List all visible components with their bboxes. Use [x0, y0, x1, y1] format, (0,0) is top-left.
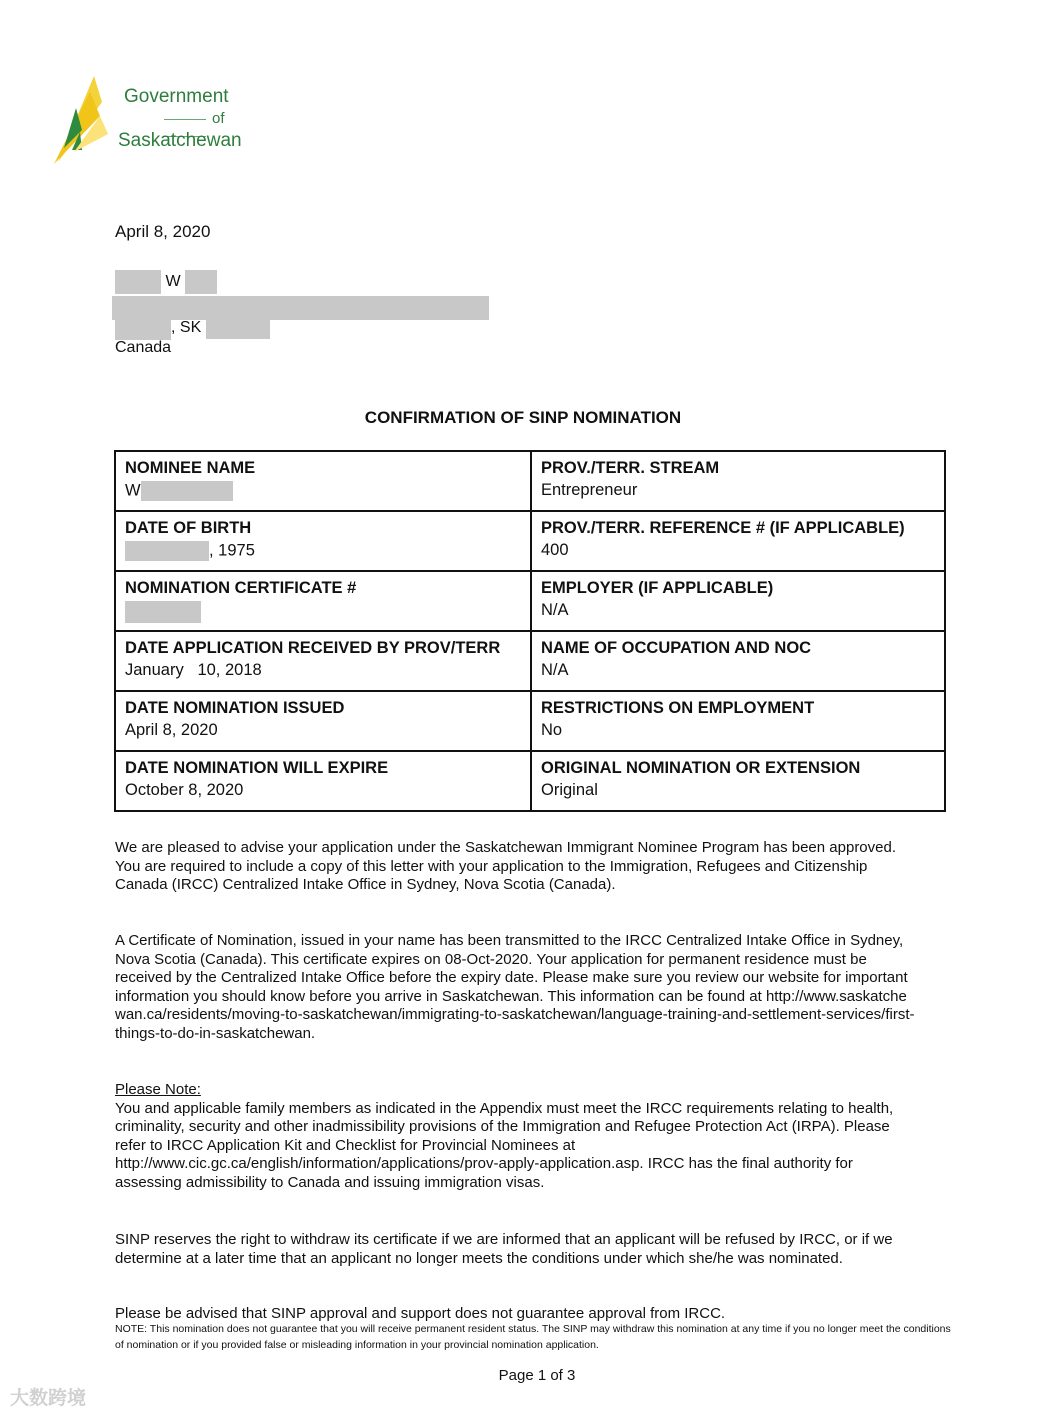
- table-cell: [115, 751, 531, 811]
- field-value: N/A: [541, 601, 569, 619]
- redaction: [185, 270, 217, 294]
- field-label: ORIGINAL NOMINATION OR EXTENSION: [541, 759, 861, 777]
- field-label: RESTRICTIONS ON EMPLOYMENT: [541, 699, 815, 717]
- table-row: [115, 751, 945, 811]
- field-value: No: [541, 721, 563, 739]
- table-row: [115, 571, 945, 631]
- letterhead-line-2: of: [158, 110, 262, 144]
- address-province: , SK: [171, 319, 202, 337]
- website-link[interactable]: http://www.saskatchewan.ca/residents/moving-to-saskatchewan/immigrating-to-saskatchewan/language-training-and-settlement-services/first-things-to-do-in-saskatchewan.: [115, 987, 915, 1042]
- letterhead-line-3: Saskatchewan: [118, 130, 242, 151]
- field-label: PROV./TERR. REFERENCE # (IF APPLICABLE): [541, 519, 905, 537]
- field-value: N/A: [541, 661, 569, 679]
- field-label: NAME OF OCCUPATION AND NOC: [541, 639, 812, 657]
- field-value: W: [125, 481, 522, 501]
- redaction: [125, 601, 201, 623]
- nomination-details-table: [114, 450, 946, 812]
- field-value: April 8, 2020: [125, 721, 218, 739]
- redaction: [125, 541, 209, 561]
- paragraph-text: SINP reserves the right to withdraw its certificate if we are informed that an applicant will be refused by IRCC, or if we determine at a later time that an applicant no longer meets the conditions under which she/he was nominated.: [115, 1231, 893, 1267]
- page-number: Page 1 of 3: [498, 1367, 576, 1384]
- please-note-section: [115, 1081, 915, 1192]
- table-row: [115, 631, 945, 691]
- field-label: EMPLOYER (IF APPLICABLE): [541, 579, 774, 597]
- letterhead-line-1: Government: [124, 86, 229, 107]
- paragraph-text: We are pleased to advise your application under the Saskatchewan Immigrant Nominee Program has been approved. You are required to include a copy of this letter with your application to the Immigration, Refugees and Citizenship Canada (IRCC) Centralized Intake Office in Sydney, Nova Scotia (Canada).: [115, 839, 897, 893]
- redaction: [115, 316, 171, 340]
- table-cell: [115, 571, 531, 631]
- table-cell: [531, 691, 945, 751]
- field-value: October 8, 2020: [125, 781, 244, 799]
- field-value: January 10, 2018: [125, 661, 262, 679]
- field-label: DATE OF BIRTH: [125, 519, 252, 537]
- approval-paragraph: [115, 839, 915, 895]
- document-title: CONFIRMATION OF SINP NOMINATION: [364, 408, 682, 427]
- watermark: 大数跨境: [10, 1388, 87, 1409]
- field-label: PROV./TERR. STREAM: [541, 459, 720, 477]
- note-heading: Please Note:: [115, 1081, 201, 1098]
- table-row: [115, 691, 945, 751]
- table-cell: [531, 571, 945, 631]
- withdraw-paragraph: [115, 1231, 915, 1268]
- field-value: Original: [541, 781, 598, 799]
- field-value: 400: [541, 541, 569, 559]
- field-value: , 1975: [125, 541, 522, 561]
- paragraph-text: A Certificate of Nomination, issued in your name has been transmitted to the IRCC Centralized Intake Office in Sydney, Nova Scotia (Canada). This certificate expires on 08-Oct-2020. Your application for permanent residence must be received by the Centralized Intake Office before the expiry date. Please make sure you review our website for important information you should know before you arrive in Saskatchewan. This information can be found at http://www.saskatchewan.ca/residents/moving-to-saskatchewan/immigrating-to-saskatchewan/language-training-and-settlement-services/first-things-to-do-in-saskatchewan.: [115, 932, 915, 1042]
- field-label: DATE NOMINATION WILL EXPIRE: [125, 759, 389, 777]
- footnote: NOTE: This nomination does not guarantee that you will receive permanent resident status. The SINP may withdraw this nomination at any time if you no longer meet the conditions of nomination or if you provided false or misleading information in your provincial nomination application.: [115, 1323, 951, 1351]
- field-value: Entrepreneur: [541, 481, 638, 499]
- cic-link[interactable]: http://www.cic.gc.ca/english/information/applications/prov-apply-application.asp.: [115, 1155, 644, 1172]
- government-logo: [52, 72, 262, 168]
- table-cell: [115, 631, 531, 691]
- field-label: NOMINEE NAME: [125, 459, 256, 477]
- address-city-line: [115, 316, 270, 340]
- field-label: DATE APPLICATION RECEIVED BY PROV/TERR: [125, 639, 501, 657]
- address-country: Canada: [115, 339, 172, 356]
- redaction: [141, 481, 233, 501]
- paragraph-text: You and applicable family members as indicated in the Appendix must meet the IRCC requirements relating to health, criminality, security and other inadmissibility provisions of the Immigration and Refugee Protection Act (IRPA). Please refer to IRCC Application Kit and Checklist for Provincial Nominees at http://www.cic.gc.ca/english/information/applications/prov-apply-application.asp. IRCC has the final authority for assessing admissibility to Canada and issuing immigration visas.: [115, 1099, 894, 1191]
- table-cell: [115, 511, 531, 571]
- table-row: [115, 451, 945, 511]
- redaction: [206, 317, 270, 339]
- certificate-paragraph: [115, 932, 915, 1043]
- table-cell: [115, 451, 531, 511]
- table-cell: [531, 511, 945, 571]
- address-name-initial: W: [165, 273, 181, 291]
- field-label: DATE NOMINATION ISSUED: [125, 699, 345, 717]
- field-value: [125, 601, 522, 623]
- wheat-logo-icon: [52, 72, 122, 168]
- table-cell: [531, 751, 945, 811]
- address-name-line: [115, 270, 217, 294]
- letter-date: April 8, 2020: [115, 222, 211, 241]
- field-label: NOMINATION CERTIFICATE #: [125, 579, 357, 597]
- redaction: [115, 270, 161, 294]
- paragraph-text: Please be advised that SINP approval and support does not guarantee approval from IRCC.: [115, 1305, 726, 1322]
- table-cell: [115, 691, 531, 751]
- table-cell: [531, 631, 945, 691]
- table-cell: [531, 451, 945, 511]
- table-row: [115, 511, 945, 571]
